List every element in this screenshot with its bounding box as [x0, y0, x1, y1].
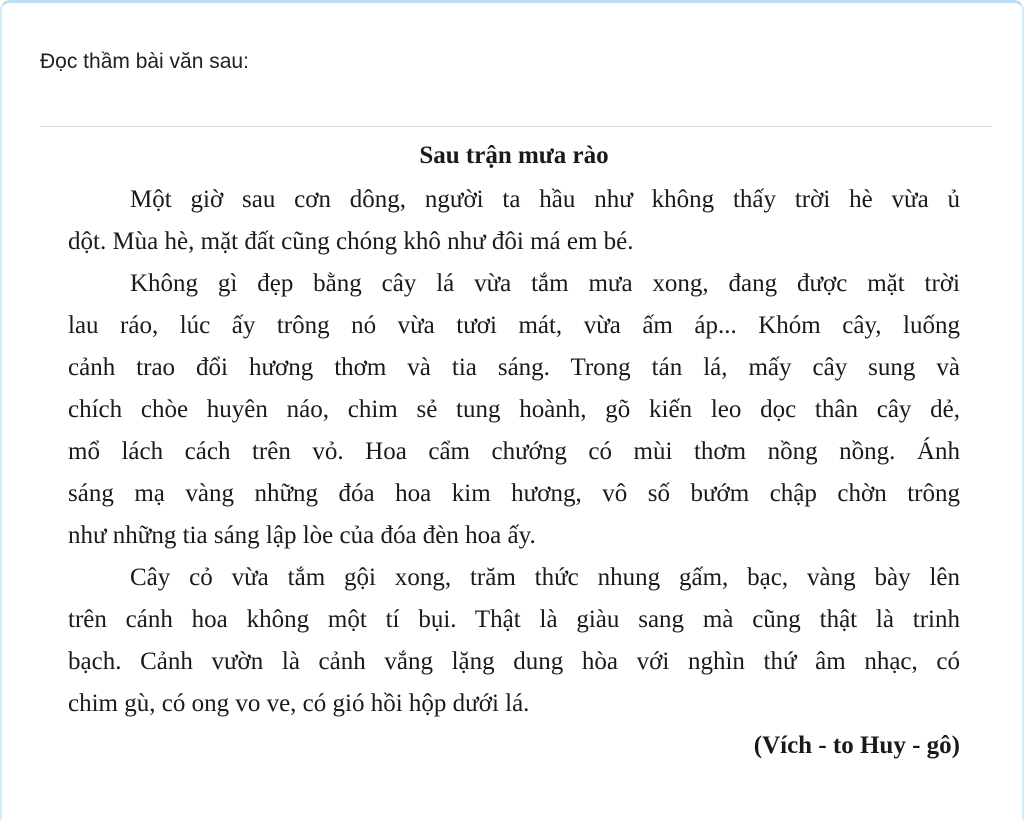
passage-line: lau ráo, lúc ấy trông nó vừa tươi mát, vừa ấm áp... Khóm cây, luống	[68, 312, 960, 339]
paragraph-1	[68, 179, 960, 263]
passage-line: chích chòe huyên náo, chim sẻ tung hoành, gõ kiến leo dọc thân cây dẻ,	[68, 396, 960, 423]
passage-line: như những tia sáng lập lòe của đóa đèn hoa ấy.	[68, 522, 536, 549]
paragraph-3	[68, 557, 960, 725]
passage-line: sáng mạ vàng những đóa hoa kim hương, vô số bướm chập chờn trông	[68, 480, 960, 507]
passage-line: Cây cỏ vừa tắm gội xong, trăm thức nhung gấm, bạc, vàng bày lên	[130, 564, 960, 591]
passage-title: Sau trận mưa rào	[419, 142, 609, 169]
passage-line: chim gù, có ong vo ve, có gió hồi hộp dưới lá.	[68, 690, 530, 717]
passage-author: (Vích - to Huy - gô)	[753, 732, 960, 759]
paragraph-2	[68, 263, 960, 557]
passage-line: bạch. Cảnh vườn là cảnh vắng lặng dung hòa với nghìn thứ âm nhạc, có	[68, 648, 960, 675]
passage-line: trên cánh hoa không một tí bụi. Thật là giàu sang mà cũng thật là trinh	[68, 606, 960, 633]
divider	[40, 126, 992, 127]
passage-line: dột. Mùa hè, mặt đất cũng chóng khô như đôi má em bé.	[68, 228, 634, 255]
instruction-text: Đọc thầm bài văn sau:	[40, 50, 249, 73]
passage-line: mổ lách cách trên vỏ. Hoa cẩm chướng có mùi thơm nồng nồng. Ánh	[68, 438, 960, 465]
passage-line: cảnh trao đổi hương thơm và tia sáng. Trong tán lá, mấy cây sung và	[68, 354, 960, 381]
passage-line: Không gì đẹp bằng cây lá vừa tắm mưa xong, đang được mặt trời	[130, 270, 960, 297]
passage	[68, 139, 960, 767]
passage-line: Một giờ sau cơn dông, người ta hầu như không thấy trời hè vừa ủ	[130, 186, 960, 213]
